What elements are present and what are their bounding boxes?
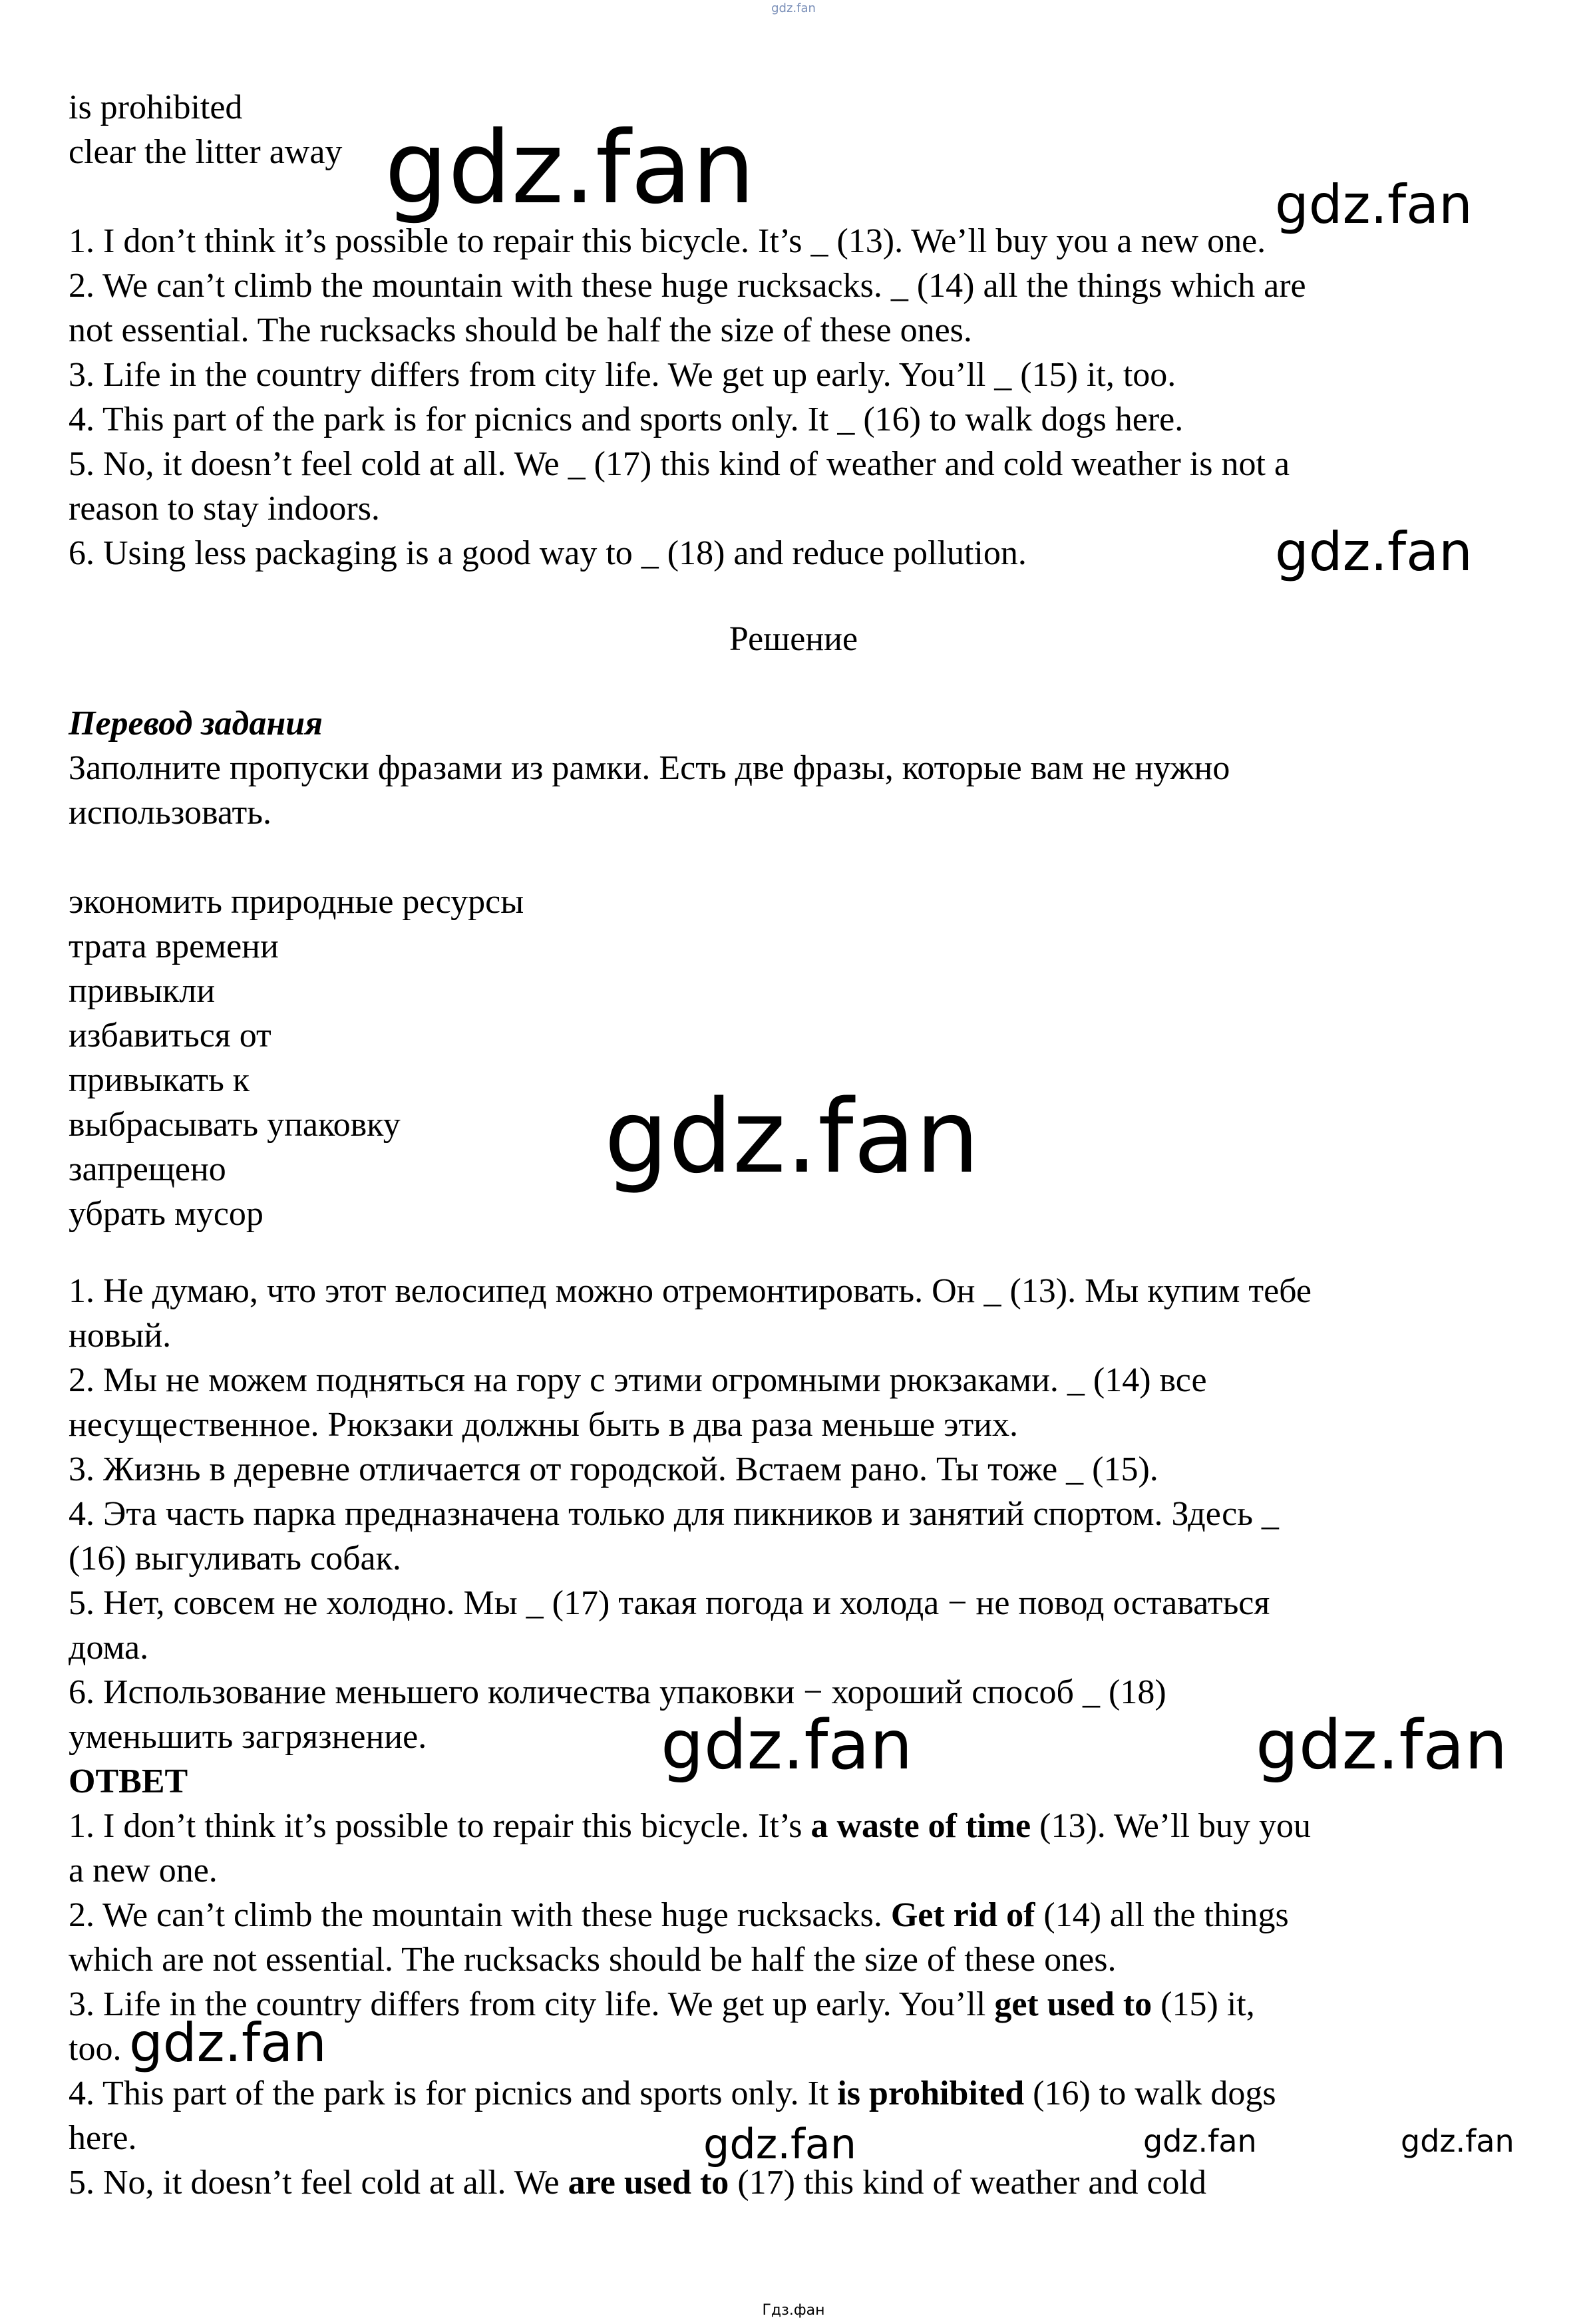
exercise-line: 3. Life in the country differs from city life. We get up early. You’ll _ (15) it, too. <box>69 356 1176 394</box>
watermark: gdz.fan <box>1401 2123 1514 2159</box>
translation-task-line: Заполните пропуски фразами из рамки. Есть две фразы, которые вам не нужно <box>69 749 1230 787</box>
answer-line: 2. We can’t climb the mountain with these huge rucksacks. Get rid of (14) all the things <box>69 1896 1289 1934</box>
sentence-ru-line: (16) выгуливать собак. <box>69 1540 401 1577</box>
phrase-ru: привыкать к <box>69 1061 250 1099</box>
solution-title: Решение <box>729 620 858 658</box>
sentence-ru-line: новый. <box>69 1317 172 1355</box>
phrase-ru: запрещено <box>69 1150 226 1188</box>
phrase-ru: трата времени <box>69 927 279 965</box>
translation-task-line: использовать. <box>69 794 271 832</box>
exercise-line: 5. No, it doesn’t feel cold at all. We _ (17) this kind of weather and cold weather is not a <box>69 445 1290 483</box>
translation-section <box>69 701 1532 835</box>
answer-line: too. <box>69 2030 122 2068</box>
sentence-ru-line: 6. Использование меньшего количества упаковки − хороший способ _ (18) <box>69 1673 1166 1711</box>
sentence-ru-line: 1. Не думаю, что этот велосипед можно отремонтировать. Он _ (13). Мы купим тебе <box>69 1272 1312 1310</box>
exercise-line: 6. Using less packaging is a good way to _ (18) and reduce pollution. <box>69 534 1027 572</box>
sentence-ru-line: дома. <box>69 1629 149 1667</box>
answer-line: 5. No, it doesn’t feel cold at all. We are used to (17) this kind of weather and cold <box>69 2164 1207 2202</box>
phrase-item: clear the litter away <box>69 133 343 171</box>
phrase-ru: избавиться от <box>69 1017 271 1055</box>
watermark: gdz.fan <box>1275 521 1473 583</box>
sentence-ru-line: 5. Нет, совсем не холодно. Мы _ (17) такая погода и холода − не повод оставаться <box>69 1584 1270 1622</box>
phrase-ru: выбрасывать упаковку <box>69 1106 401 1144</box>
phrase-box-tail <box>69 85 1532 174</box>
answer-line: which are not essential. The rucksacks should be half the size of these ones. <box>69 1941 1117 1979</box>
answer-line: here. <box>69 2119 137 2157</box>
exercise-line: reason to stay indoors. <box>69 490 380 528</box>
phrase-item: is prohibited <box>69 88 243 126</box>
answer-heading: ОТВЕТ <box>69 1762 188 1800</box>
answer-line: 3. Life in the country differs from city life. We get up early. You’ll get used to (15) it, <box>69 1985 1255 2023</box>
watermark: gdz.fan <box>604 1078 980 1196</box>
exercise-line: 2. We can’t climb the mountain with these huge rucksacks. _ (14) all the things which are <box>69 267 1306 305</box>
phrase-ru: экономить природные ресурсы <box>69 883 524 921</box>
footer-site-mark: Гдз.фан <box>762 2302 825 2319</box>
sentence-ru-line: 4. Эта часть парка предназначена только для пикников и занятий спортом. Здесь _ <box>69 1495 1279 1533</box>
sentence-ru-line: уменьшить загрязнение. <box>69 1718 427 1756</box>
exercise-line: 4. This part of the park is for picnics and sports only. It _ (16) to walk dogs here. <box>69 401 1184 438</box>
header-site-mark: gdz.fan <box>771 1 816 15</box>
watermark: gdz.fan <box>661 1706 913 1785</box>
answer-line: 4. This part of the park is for picnics and sports only. It is prohibited (16) to walk dogs <box>69 2075 1276 2112</box>
sentence-ru-line: несущественное. Рюкзаки должны быть в два раза меньше этих. <box>69 1406 1019 1444</box>
watermark: gdz.fan <box>1275 174 1473 236</box>
watermark: gdz.fan <box>1143 2123 1257 2159</box>
watermark: gdz.fan <box>129 2012 327 2074</box>
watermark: gdz.fan <box>385 110 755 226</box>
answer-line: a new one. <box>69 1852 218 1890</box>
exercise-line: not essential. The rucksacks should be half the size of these ones. <box>69 311 972 349</box>
sentence-ru-line: 2. Мы не можем подняться на гору с этими огромными рюкзаками. _ (14) все <box>69 1361 1207 1399</box>
sentence-ru-line: 3. Жизнь в деревне отличается от городской. Встаем рано. Ты тоже _ (15). <box>69 1450 1158 1488</box>
translation-heading: Перевод задания <box>69 705 323 743</box>
phrase-ru: привыкли <box>69 972 216 1010</box>
answer-line: 1. I don’t think it’s possible to repair this bicycle. It’s a waste of time (13). We’ll buy you <box>69 1807 1312 1845</box>
watermark: gdz.fan <box>703 2120 857 2168</box>
phrase-ru: убрать мусор <box>69 1195 264 1233</box>
exercise-line: 1. I don’t think it’s possible to repair this bicycle. It’s _ (13). We’ll buy you a new one. <box>69 222 1266 260</box>
watermark: gdz.fan <box>1256 1706 1508 1785</box>
